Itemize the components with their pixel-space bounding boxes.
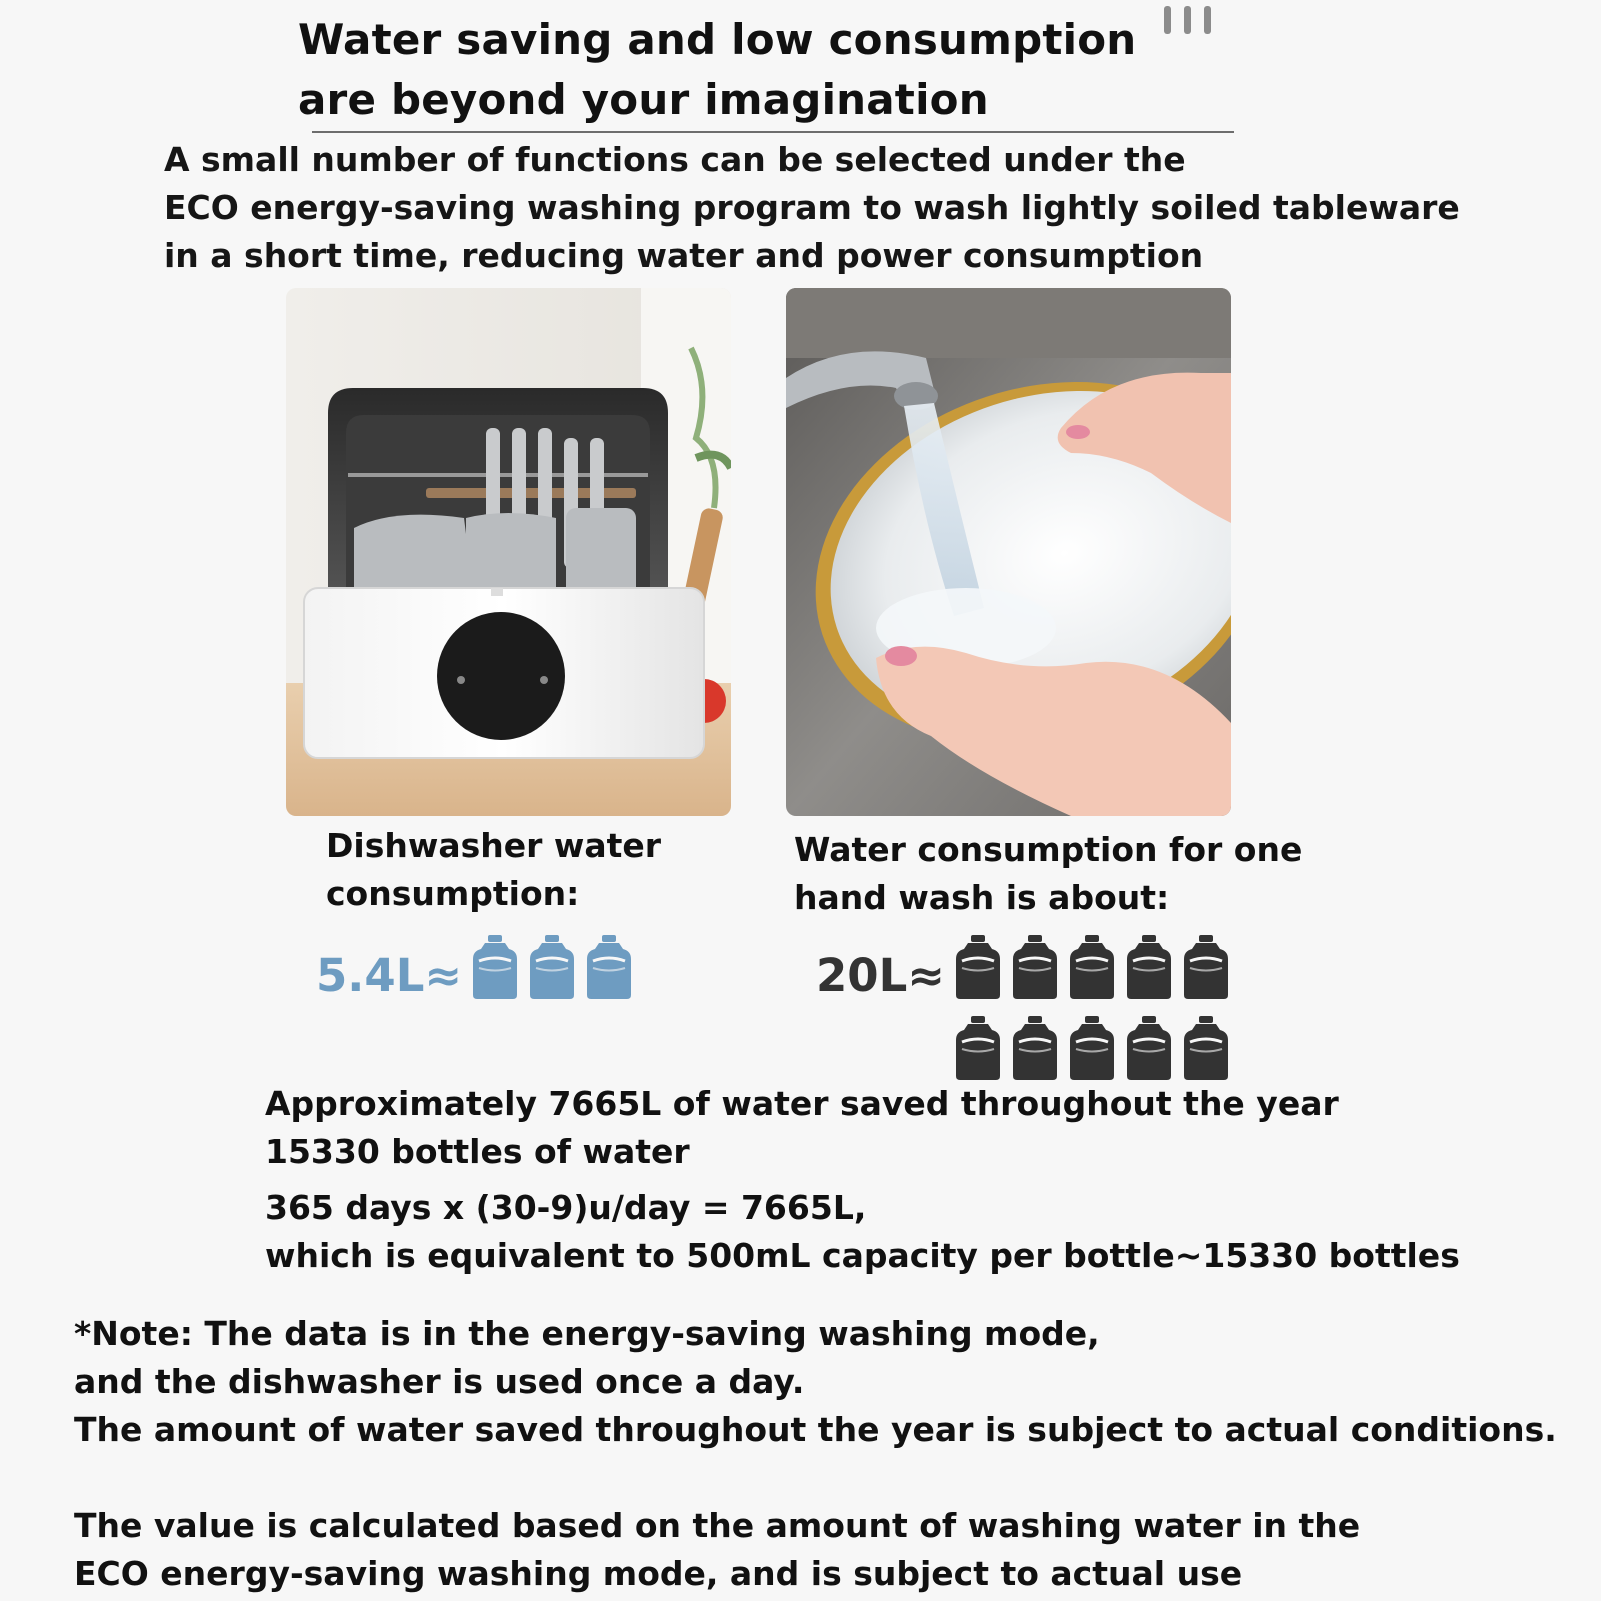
water-bottle-icon — [1184, 934, 1228, 1000]
title-divider — [312, 131, 1234, 133]
hand-wash-caption-line-1: Water consumption for one — [794, 830, 1303, 869]
intro-paragraph — [164, 136, 1460, 280]
calculation-line-2: which is equivalent to 500mL capacity per bottle~15330 bottles — [265, 1236, 1460, 1275]
dishwasher-amount: 5.4L≈ — [316, 949, 463, 1002]
summary-line-2: 15330 bottles of water — [265, 1132, 690, 1171]
hand-wash-bottles-row-1 — [956, 934, 1228, 1000]
dishwasher-caption-line-1: Dishwasher water — [326, 826, 662, 865]
hand-wash-amount: 20L≈ — [816, 949, 946, 1002]
water-bottle-icon — [587, 934, 631, 1000]
calculation-line-1: 365 days x (30-9)u/day = 7665L, — [265, 1188, 867, 1227]
water-bottle-icon — [530, 934, 574, 1000]
footnote — [74, 1310, 1557, 1454]
water-bottle-icon — [1013, 934, 1057, 1000]
calculation-text — [265, 1184, 1460, 1280]
dishwasher-photo — [286, 288, 731, 816]
decorative-bars-icon — [1164, 6, 1224, 36]
dishwasher-caption — [326, 822, 661, 918]
hand-wash-caption-line-2: hand wash is about: — [794, 878, 1170, 917]
water-bottle-icon — [1070, 934, 1114, 1000]
title-line-2: are beyond your imagination — [298, 75, 989, 124]
water-bottle-icon — [1070, 1015, 1114, 1081]
basis-line-2: ECO energy-saving washing mode, and is subject to actual use — [74, 1554, 1243, 1593]
page-title — [298, 10, 1136, 130]
water-bottle-icon — [1184, 1015, 1228, 1081]
water-bottle-icon — [1127, 1015, 1171, 1081]
intro-line-2: ECO energy-saving washing program to wash lightly soiled tableware — [164, 188, 1460, 227]
water-bottle-icon — [473, 934, 517, 1000]
note-line-1: *Note: The data is in the energy-saving washing mode, — [74, 1314, 1100, 1353]
title-line-1: Water saving and low consumption — [298, 15, 1137, 64]
annual-saving-summary — [265, 1080, 1339, 1176]
calculation-basis — [74, 1502, 1360, 1598]
hand-wash-bottles-row-2 — [956, 1015, 1228, 1081]
hand-wash-caption — [794, 826, 1302, 922]
dishwasher-bottles — [473, 934, 631, 1000]
intro-line-3: in a short time, reducing water and power consumption — [164, 236, 1204, 275]
summary-line-1: Approximately 7665L of water saved throughout the year — [265, 1084, 1339, 1123]
water-bottle-icon — [1127, 934, 1171, 1000]
water-bottle-icon — [956, 1015, 1000, 1081]
note-line-3: The amount of water saved throughout the year is subject to actual conditions. — [74, 1410, 1557, 1449]
note-line-2: and the dishwasher is used once a day. — [74, 1362, 805, 1401]
water-bottle-icon — [1013, 1015, 1057, 1081]
intro-line-1: A small number of functions can be selected under the — [164, 140, 1186, 179]
dishwasher-caption-line-2: consumption: — [326, 874, 580, 913]
water-bottle-icon — [956, 934, 1000, 1000]
basis-line-1: The value is calculated based on the amount of washing water in the — [74, 1506, 1361, 1545]
hand-wash-photo — [786, 288, 1231, 816]
